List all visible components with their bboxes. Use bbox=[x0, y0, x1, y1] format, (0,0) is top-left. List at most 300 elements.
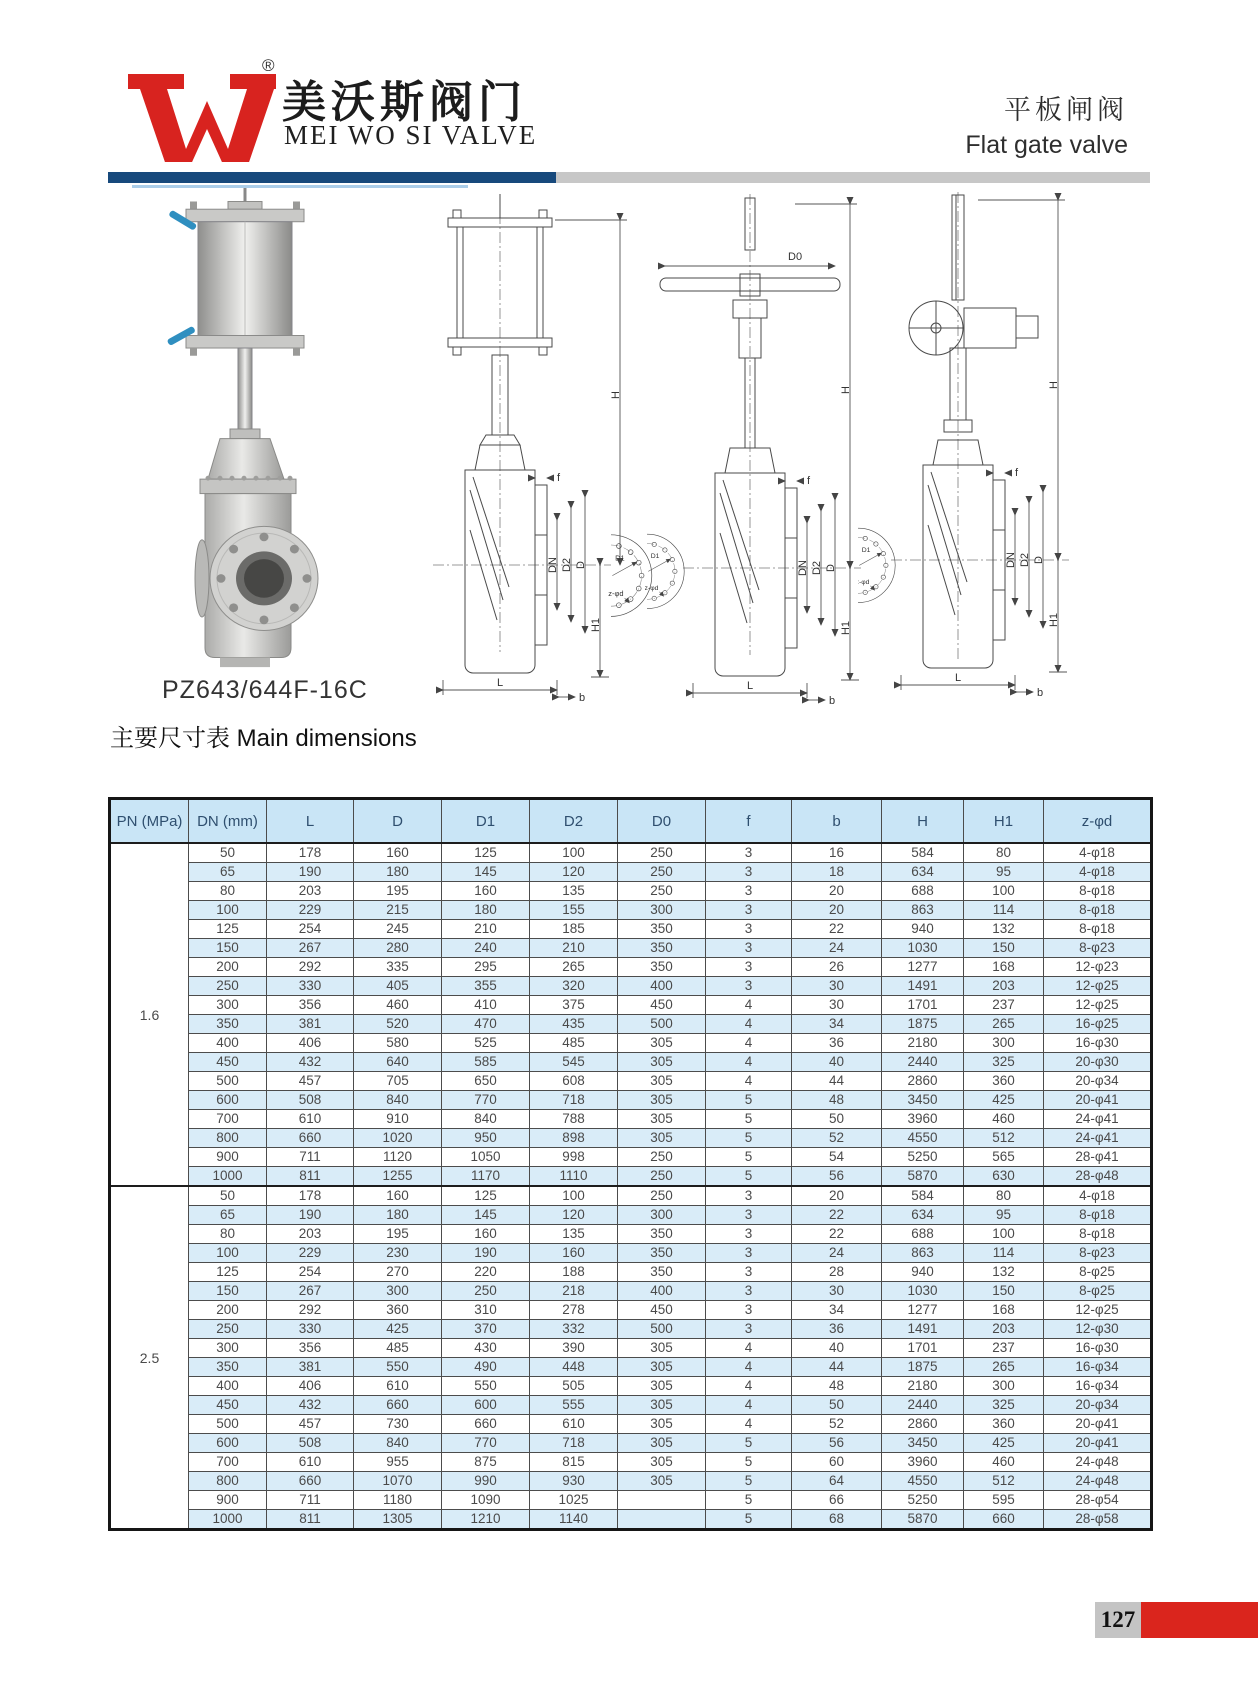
stud bbox=[190, 348, 197, 356]
dimension-cell: 237 bbox=[964, 1339, 1044, 1358]
dim-label-d0: D0 bbox=[788, 251, 803, 263]
table-row bbox=[110, 863, 1152, 882]
dimension-cell: 26 bbox=[792, 958, 882, 977]
dimension-cell: 350 bbox=[618, 1263, 706, 1282]
dimension-cell: 1050 bbox=[442, 1148, 530, 1167]
dimension-cell: 150 bbox=[189, 939, 267, 958]
dimension-cell: 28-φ58 bbox=[1044, 1510, 1152, 1530]
dimension-cell: 898 bbox=[530, 1129, 618, 1148]
dimension-cell: 100 bbox=[189, 1244, 267, 1263]
page-number: 127 bbox=[1095, 1602, 1141, 1638]
dimension-cell: 840 bbox=[354, 1434, 442, 1453]
drawing-lever bbox=[645, 190, 875, 705]
dimension-cell: 24 bbox=[792, 939, 882, 958]
column-header: D1 bbox=[442, 799, 530, 844]
dimension-cell: 40 bbox=[792, 1053, 882, 1072]
dimension-cell: 254 bbox=[267, 920, 354, 939]
dimension-cell: 1000 bbox=[189, 1510, 267, 1530]
dimension-cell: 195 bbox=[354, 882, 442, 901]
dimension-cell: 300 bbox=[964, 1377, 1044, 1396]
dimension-cell: 432 bbox=[267, 1396, 354, 1415]
dimension-cell: 20-φ34 bbox=[1044, 1072, 1152, 1091]
dimension-cell: 250 bbox=[618, 1186, 706, 1206]
dimension-cell: 457 bbox=[267, 1072, 354, 1091]
table-row bbox=[110, 1091, 1152, 1110]
column-header: D bbox=[354, 799, 442, 844]
dimension-cell: 3450 bbox=[882, 1091, 964, 1110]
dimension-cell: 203 bbox=[267, 1225, 354, 1244]
dimension-cell: 4 bbox=[706, 996, 792, 1015]
cylinder-bottom-flange bbox=[186, 335, 304, 348]
table-row bbox=[110, 1053, 1152, 1072]
dimension-cell: 460 bbox=[354, 996, 442, 1015]
dimension-cell: 650 bbox=[442, 1072, 530, 1091]
dimension-cell: 470 bbox=[442, 1015, 530, 1034]
table-row bbox=[110, 1358, 1152, 1377]
dimension-cell: 660 bbox=[964, 1510, 1044, 1530]
dimension-cell: 100 bbox=[530, 843, 618, 863]
dimension-cell: 16-φ30 bbox=[1044, 1034, 1152, 1053]
dimension-cell: 330 bbox=[267, 1320, 354, 1339]
dimension-cell: 580 bbox=[354, 1034, 442, 1053]
dimension-cell: 22 bbox=[792, 1206, 882, 1225]
dimension-cell: 8-φ25 bbox=[1044, 1282, 1152, 1301]
dimension-cell: 265 bbox=[530, 958, 618, 977]
dimension-cell: 180 bbox=[442, 901, 530, 920]
dimension-cell: 840 bbox=[354, 1091, 442, 1110]
dimension-cell: 600 bbox=[189, 1091, 267, 1110]
dimension-cell: 295 bbox=[442, 958, 530, 977]
column-header: DN (mm) bbox=[189, 799, 267, 844]
dimension-cell: 132 bbox=[964, 1263, 1044, 1282]
column-header: f bbox=[706, 799, 792, 844]
dimension-cell: 788 bbox=[530, 1110, 618, 1129]
dimension-cell: 1210 bbox=[442, 1510, 530, 1530]
dimension-cell: 56 bbox=[792, 1167, 882, 1187]
column-header: z-φd bbox=[1044, 799, 1152, 844]
dimension-cell: 3 bbox=[706, 958, 792, 977]
dimension-cell: 120 bbox=[530, 863, 618, 882]
dimension-cell: 218 bbox=[530, 1282, 618, 1301]
dimension-cell: 500 bbox=[189, 1415, 267, 1434]
dimension-cell: 3 bbox=[706, 1244, 792, 1263]
dimension-cell: 8-φ23 bbox=[1044, 1244, 1152, 1263]
dimension-cell: 610 bbox=[530, 1415, 618, 1434]
dimension-cell: 1025 bbox=[530, 1491, 618, 1510]
dimension-cell: 4 bbox=[706, 1034, 792, 1053]
dimension-cell: 24 bbox=[792, 1244, 882, 1263]
dimension-cell: 3 bbox=[706, 939, 792, 958]
dimension-cell: 630 bbox=[964, 1167, 1044, 1187]
dimension-cell: 125 bbox=[442, 843, 530, 863]
dimension-cell: 145 bbox=[442, 863, 530, 882]
dimension-cell: 1701 bbox=[882, 1339, 964, 1358]
dimension-cell: 1875 bbox=[882, 1358, 964, 1377]
dimension-cell: 800 bbox=[189, 1129, 267, 1148]
dimension-cell: 1277 bbox=[882, 1301, 964, 1320]
dimension-cell: 305 bbox=[618, 1129, 706, 1148]
dimension-cell: 3 bbox=[706, 1206, 792, 1225]
dimension-cell: 188 bbox=[530, 1263, 618, 1282]
dimension-cell: 125 bbox=[189, 920, 267, 939]
dimension-cell: 400 bbox=[618, 1282, 706, 1301]
dimension-cell: 178 bbox=[267, 843, 354, 863]
table-row bbox=[110, 920, 1152, 939]
dimension-cell: 22 bbox=[792, 920, 882, 939]
dimension-cell: 955 bbox=[354, 1453, 442, 1472]
dimension-cell: 1070 bbox=[354, 1472, 442, 1491]
model-number: PZ643/644F-16C bbox=[162, 676, 368, 704]
dimension-cell: 305 bbox=[618, 1453, 706, 1472]
dimension-cell: 8-φ18 bbox=[1044, 901, 1152, 920]
dimension-cell: 28-φ41 bbox=[1044, 1148, 1152, 1167]
dimension-cell: 660 bbox=[442, 1415, 530, 1434]
dimension-cell: 1180 bbox=[354, 1491, 442, 1510]
dimension-cell: 5 bbox=[706, 1453, 792, 1472]
dimension-cell: 730 bbox=[354, 1415, 442, 1434]
header bbox=[0, 0, 1258, 200]
dimension-cell: 4-φ18 bbox=[1044, 843, 1152, 863]
dimension-cell: 718 bbox=[530, 1091, 618, 1110]
dimension-cell: 229 bbox=[267, 901, 354, 920]
dimension-cell: 250 bbox=[618, 1167, 706, 1187]
dimension-cell: 940 bbox=[882, 1263, 964, 1282]
dimension-cell: 168 bbox=[964, 958, 1044, 977]
table-row bbox=[110, 1206, 1152, 1225]
dimension-cell: 512 bbox=[964, 1129, 1044, 1148]
dimension-cell: 610 bbox=[267, 1453, 354, 1472]
dimension-cell: 190 bbox=[442, 1244, 530, 1263]
dimension-cell: 52 bbox=[792, 1129, 882, 1148]
dimension-cell: 485 bbox=[354, 1339, 442, 1358]
dimension-cell: 711 bbox=[267, 1491, 354, 1510]
dimension-cell: 660 bbox=[267, 1472, 354, 1491]
dimension-cell: 8-φ18 bbox=[1044, 920, 1152, 939]
dimension-cell: 425 bbox=[964, 1434, 1044, 1453]
dimension-cell: 350 bbox=[189, 1015, 267, 1034]
table-header-row bbox=[110, 799, 1152, 844]
dimension-cell: 210 bbox=[442, 920, 530, 939]
dimension-cell: 305 bbox=[618, 1091, 706, 1110]
dimension-cell: 545 bbox=[530, 1053, 618, 1072]
dimension-cell: 135 bbox=[530, 882, 618, 901]
dimension-cell: 265 bbox=[964, 1358, 1044, 1377]
dimension-cell: 356 bbox=[267, 1339, 354, 1358]
dimension-cell: 3960 bbox=[882, 1110, 964, 1129]
dimension-cell: 360 bbox=[964, 1072, 1044, 1091]
dimension-cell: 3 bbox=[706, 1263, 792, 1282]
dimension-cell: 350 bbox=[189, 1358, 267, 1377]
dimension-cell: 406 bbox=[267, 1377, 354, 1396]
dimension-cell: 155 bbox=[530, 901, 618, 920]
dimension-cell: 65 bbox=[189, 863, 267, 882]
table-row bbox=[110, 1491, 1152, 1510]
dimension-cell: 200 bbox=[189, 1301, 267, 1320]
dimension-cell: 240 bbox=[442, 939, 530, 958]
dimension-cell: 595 bbox=[964, 1491, 1044, 1510]
dimension-cell: 80 bbox=[964, 843, 1044, 863]
dimension-cell: 375 bbox=[530, 996, 618, 1015]
dimension-cell: 457 bbox=[267, 1415, 354, 1434]
stud bbox=[293, 348, 300, 356]
dimension-cell: 1020 bbox=[354, 1129, 442, 1148]
dimension-cell: 150 bbox=[964, 1282, 1044, 1301]
dimension-cell: 292 bbox=[267, 1301, 354, 1320]
dimension-cell: 718 bbox=[530, 1434, 618, 1453]
stem-collar bbox=[230, 429, 260, 439]
dimension-cell: 325 bbox=[964, 1396, 1044, 1415]
dimension-cell: 512 bbox=[964, 1472, 1044, 1491]
dimension-cell: 2180 bbox=[882, 1034, 964, 1053]
dimension-cell: 16-φ30 bbox=[1044, 1339, 1152, 1358]
dimension-cell: 160 bbox=[354, 1186, 442, 1206]
dimension-cell: 95 bbox=[964, 863, 1044, 882]
dimension-cell: 160 bbox=[442, 1225, 530, 1244]
dimension-cell: 305 bbox=[618, 1434, 706, 1453]
dimension-cell: 20 bbox=[792, 901, 882, 920]
dimension-cell: 460 bbox=[964, 1453, 1044, 1472]
dimension-cell: 688 bbox=[882, 1225, 964, 1244]
drawing-gear bbox=[858, 190, 1073, 705]
dimension-cell: 16-φ34 bbox=[1044, 1377, 1152, 1396]
dimension-cell: 44 bbox=[792, 1072, 882, 1091]
dimension-cell: 360 bbox=[354, 1301, 442, 1320]
table-row bbox=[110, 996, 1152, 1015]
dimension-cell: 12-φ23 bbox=[1044, 958, 1152, 977]
stud bbox=[190, 201, 197, 209]
dimension-cell: 990 bbox=[442, 1472, 530, 1491]
dimension-cell: 48 bbox=[792, 1091, 882, 1110]
table-row bbox=[110, 1301, 1152, 1320]
dimension-cell: 356 bbox=[267, 996, 354, 1015]
dimension-cell: 28 bbox=[792, 1263, 882, 1282]
dimension-cell: 237 bbox=[964, 996, 1044, 1015]
dimension-cell: 168 bbox=[964, 1301, 1044, 1320]
dimension-cell: 460 bbox=[964, 1110, 1044, 1129]
dimension-cell: 24-φ41 bbox=[1044, 1129, 1152, 1148]
dimension-cell: 610 bbox=[354, 1377, 442, 1396]
dimension-cell: 2440 bbox=[882, 1396, 964, 1415]
dimension-cell: 300 bbox=[189, 1339, 267, 1358]
dimension-cell: 68 bbox=[792, 1510, 882, 1530]
dimension-cell: 80 bbox=[189, 882, 267, 901]
pn-section-label: 1.6 bbox=[110, 843, 189, 1186]
dimension-cell: 12-φ25 bbox=[1044, 996, 1152, 1015]
dimension-cell: 3 bbox=[706, 843, 792, 863]
dimension-cell: 150 bbox=[189, 1282, 267, 1301]
dimension-cell: 550 bbox=[354, 1358, 442, 1377]
dimension-cell: 525 bbox=[442, 1034, 530, 1053]
dimension-cell: 4550 bbox=[882, 1472, 964, 1491]
dimension-cell: 250 bbox=[618, 843, 706, 863]
dimension-cell: 700 bbox=[189, 1453, 267, 1472]
dim-label-h: H bbox=[840, 386, 852, 394]
dimension-cell: 305 bbox=[618, 1110, 706, 1129]
dim-label-h: H bbox=[610, 391, 622, 399]
dimension-cell: 245 bbox=[354, 920, 442, 939]
dimension-cell: 8-φ23 bbox=[1044, 939, 1152, 958]
dimension-cell: 267 bbox=[267, 1282, 354, 1301]
dimension-cell: 203 bbox=[267, 882, 354, 901]
dimension-cell: 711 bbox=[267, 1148, 354, 1167]
dimension-cell: 350 bbox=[618, 958, 706, 977]
dimension-cell: 3 bbox=[706, 1282, 792, 1301]
dimension-cell: 565 bbox=[964, 1148, 1044, 1167]
table-row bbox=[110, 1244, 1152, 1263]
dimension-cell: 28-φ54 bbox=[1044, 1491, 1152, 1510]
dimension-cell: 3 bbox=[706, 901, 792, 920]
dimension-cell: 811 bbox=[267, 1510, 354, 1530]
dimension-cell: 160 bbox=[354, 843, 442, 863]
dimension-cell: 56 bbox=[792, 1434, 882, 1453]
table-row bbox=[110, 1015, 1152, 1034]
dimension-cell: 5 bbox=[706, 1091, 792, 1110]
dimension-cell: 160 bbox=[442, 882, 530, 901]
dimension-cell: 50 bbox=[189, 1186, 267, 1206]
product-title-en: Flat gate valve bbox=[965, 131, 1128, 159]
dimension-cell: 1090 bbox=[442, 1491, 530, 1510]
dimension-cell: 4550 bbox=[882, 1129, 964, 1148]
header-rule-gray bbox=[556, 172, 1150, 183]
dimension-cell: 2860 bbox=[882, 1072, 964, 1091]
dimension-cell: 770 bbox=[442, 1091, 530, 1110]
dimension-cell: 265 bbox=[964, 1015, 1044, 1034]
dimension-cell: 270 bbox=[354, 1263, 442, 1282]
dimension-cell: 5 bbox=[706, 1167, 792, 1187]
registered-mark: ® bbox=[262, 56, 275, 75]
dimension-cell: 230 bbox=[354, 1244, 442, 1263]
dimension-cell: 300 bbox=[618, 901, 706, 920]
dimension-cell: 178 bbox=[267, 1186, 354, 1206]
dimension-cell: 610 bbox=[267, 1110, 354, 1129]
pn-section-label: 2.5 bbox=[110, 1186, 189, 1530]
dimension-cell: 80 bbox=[964, 1186, 1044, 1206]
dimension-cell: 1875 bbox=[882, 1015, 964, 1034]
dimension-cell: 4 bbox=[706, 1396, 792, 1415]
dimension-cell: 4 bbox=[706, 1358, 792, 1377]
dimension-cell: 160 bbox=[530, 1244, 618, 1263]
table-row bbox=[110, 1148, 1152, 1167]
dimension-cell: 425 bbox=[354, 1320, 442, 1339]
dimension-cell: 875 bbox=[442, 1453, 530, 1472]
dimension-cell: 800 bbox=[189, 1472, 267, 1491]
dimension-cell: 3 bbox=[706, 1225, 792, 1244]
table-row bbox=[110, 939, 1152, 958]
dimension-cell: 250 bbox=[618, 882, 706, 901]
dimension-cell: 36 bbox=[792, 1034, 882, 1053]
dimension-cell: 400 bbox=[618, 977, 706, 996]
dimension-cell: 22 bbox=[792, 1225, 882, 1244]
dimension-cell: 405 bbox=[354, 977, 442, 996]
dimension-cell: 660 bbox=[267, 1129, 354, 1148]
dimension-cell: 4-φ18 bbox=[1044, 863, 1152, 882]
table-row bbox=[110, 1339, 1152, 1358]
dimension-cell: 508 bbox=[267, 1434, 354, 1453]
dimension-cell: 34 bbox=[792, 1301, 882, 1320]
bonnet bbox=[208, 439, 284, 479]
dimension-cell: 310 bbox=[442, 1301, 530, 1320]
dimension-cell: 18 bbox=[792, 863, 882, 882]
dimension-cell: 52 bbox=[792, 1415, 882, 1434]
dimension-cell: 5 bbox=[706, 1129, 792, 1148]
table-row bbox=[110, 977, 1152, 996]
table-row bbox=[110, 1034, 1152, 1053]
table-row bbox=[110, 1072, 1152, 1091]
dimension-cell: 300 bbox=[618, 1206, 706, 1225]
dimension-cell: 305 bbox=[618, 1358, 706, 1377]
dimension-cell: 210 bbox=[530, 939, 618, 958]
dimension-cell: 20 bbox=[792, 1186, 882, 1206]
dimension-cell: 410 bbox=[442, 996, 530, 1015]
dimension-cell: 292 bbox=[267, 958, 354, 977]
table-row bbox=[110, 1129, 1152, 1148]
dimension-cell: 634 bbox=[882, 863, 964, 882]
dimension-cell: 203 bbox=[964, 977, 1044, 996]
dimension-cell: 1110 bbox=[530, 1167, 618, 1187]
header-rule-blue bbox=[108, 172, 556, 183]
main-dimensions-table bbox=[108, 797, 1153, 1531]
dimension-cell: 520 bbox=[354, 1015, 442, 1034]
dimension-cell: 550 bbox=[442, 1377, 530, 1396]
dimension-cell bbox=[618, 1510, 706, 1530]
dimension-cell: 114 bbox=[964, 1244, 1044, 1263]
dimension-cell: 688 bbox=[882, 882, 964, 901]
dimension-cell: 28-φ48 bbox=[1044, 1167, 1152, 1187]
brand-logo bbox=[126, 62, 276, 162]
dimension-cell: 16-φ34 bbox=[1044, 1358, 1152, 1377]
dimension-cell: 100 bbox=[530, 1186, 618, 1206]
dimension-cell: 863 bbox=[882, 901, 964, 920]
dimension-cell: 1140 bbox=[530, 1510, 618, 1530]
dimension-cell: 350 bbox=[618, 939, 706, 958]
dimension-cell: 600 bbox=[189, 1434, 267, 1453]
dimension-cell: 305 bbox=[618, 1415, 706, 1434]
table-row bbox=[110, 1167, 1152, 1187]
dimension-cell: 250 bbox=[618, 863, 706, 882]
dimension-cell: 811 bbox=[267, 1167, 354, 1187]
dimension-cell: 435 bbox=[530, 1015, 618, 1034]
dimension-cell: 305 bbox=[618, 1339, 706, 1358]
dimension-cell: 5250 bbox=[882, 1491, 964, 1510]
body-flange bbox=[200, 479, 296, 493]
dimension-cell: 4-φ18 bbox=[1044, 1186, 1152, 1206]
dimension-cell bbox=[618, 1491, 706, 1510]
dimension-cell: 381 bbox=[267, 1015, 354, 1034]
dimension-cell: 80 bbox=[189, 1225, 267, 1244]
dimension-cell: 450 bbox=[189, 1053, 267, 1072]
dimension-cell: 1277 bbox=[882, 958, 964, 977]
dimension-cell: 485 bbox=[530, 1034, 618, 1053]
dimension-cell: 50 bbox=[792, 1110, 882, 1129]
dimension-cell: 350 bbox=[618, 1225, 706, 1244]
dimension-cell: 8-φ18 bbox=[1044, 1206, 1152, 1225]
dimension-cell: 450 bbox=[189, 1396, 267, 1415]
dimension-cell: 135 bbox=[530, 1225, 618, 1244]
dimension-cell: 305 bbox=[618, 1053, 706, 1072]
dimension-cell: 4 bbox=[706, 1339, 792, 1358]
dimension-cell: 8-φ18 bbox=[1044, 1225, 1152, 1244]
drawing-pneumatic bbox=[405, 190, 655, 705]
column-header: L bbox=[267, 799, 354, 844]
dimension-cell: 5 bbox=[706, 1491, 792, 1510]
dimension-cell: 114 bbox=[964, 901, 1044, 920]
dimension-cell: 381 bbox=[267, 1358, 354, 1377]
dimension-cell: 36 bbox=[792, 1320, 882, 1339]
dimension-cell: 355 bbox=[442, 977, 530, 996]
dimension-cell: 1305 bbox=[354, 1510, 442, 1530]
dimension-cell: 450 bbox=[618, 996, 706, 1015]
table-row bbox=[110, 1263, 1152, 1282]
